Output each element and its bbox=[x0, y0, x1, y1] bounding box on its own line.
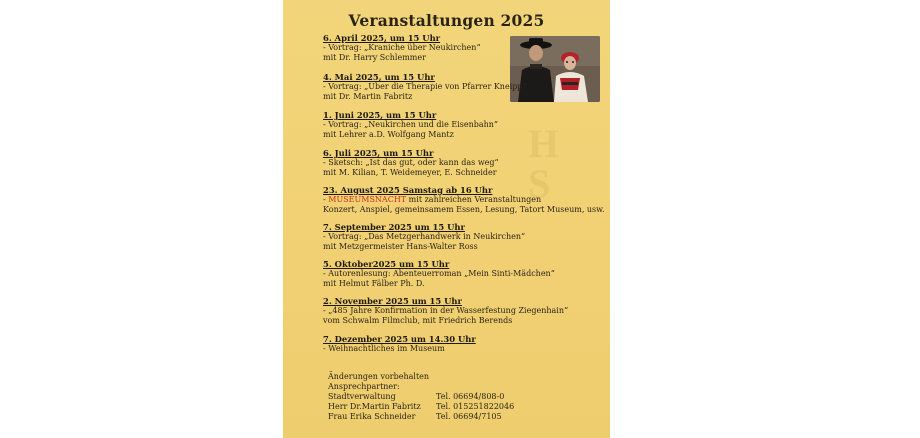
event-description: - Vortrag: „Das Metzgerhandwerk in Neukirchen“ bbox=[323, 232, 526, 241]
event-date: 23. August 2025 Samstag ab 16 Uhr bbox=[323, 185, 493, 195]
event-date: 1. Juni 2025, um 15 Uhr bbox=[323, 110, 437, 120]
event-september bbox=[323, 222, 593, 253]
event-april bbox=[323, 33, 593, 64]
event-november bbox=[323, 296, 593, 327]
event-description: - Sketsch: „Ist das gut, oder kann das weg“ bbox=[323, 158, 499, 167]
event-prefix: - bbox=[323, 195, 329, 204]
contact-phone: Tel. 015251822046 bbox=[436, 401, 515, 411]
event-december bbox=[323, 334, 593, 354]
event-description: - Vortrag: „Kraniche über Neukirchen“ bbox=[323, 43, 481, 52]
event-speaker: mit Lehrer a.D. Wolfgang Mantz bbox=[323, 130, 454, 140]
event-date: 2. November 2025 um 15 Uhr bbox=[323, 296, 462, 306]
background-watermark: H bbox=[528, 121, 560, 166]
contact-row bbox=[328, 412, 598, 422]
contact-footer bbox=[328, 372, 598, 421]
event-description bbox=[323, 195, 593, 205]
event-may bbox=[323, 72, 593, 103]
event-speaker: mit Dr. Harry Schlemmer bbox=[323, 53, 426, 63]
event-date: 6. Juli 2025, um 15 Uhr bbox=[323, 148, 434, 158]
event-speaker: vom Schwalm Filmclub, mit Friedrich Berends bbox=[323, 316, 513, 326]
event-october bbox=[323, 259, 593, 290]
event-july bbox=[323, 148, 593, 179]
flyer-title: Veranstaltungen 2025 bbox=[348, 11, 545, 30]
contact-heading: Ansprechpartner: bbox=[328, 381, 400, 391]
event-description: - „485 Jahre Konfirmation in der Wasserfestung Ziegenhain“ bbox=[323, 306, 569, 315]
event-june bbox=[323, 110, 593, 141]
event-date: 6. April 2025, um 15 Uhr bbox=[323, 33, 441, 43]
event-august bbox=[323, 185, 605, 216]
contact-name: Frau Erika Schneider bbox=[328, 411, 416, 421]
contact-name: Stadtverwaltung bbox=[328, 391, 396, 401]
changes-note: Änderungen vorbehalten bbox=[328, 372, 430, 381]
event-description: - Weihnachtliches im Museum bbox=[323, 344, 445, 353]
contact-name: Herr Dr.Martin Fabritz bbox=[328, 401, 421, 411]
event-date: 7. September 2025 um 15 Uhr bbox=[323, 222, 465, 232]
contact-row bbox=[328, 392, 598, 402]
contact-phone: Tel. 06694/7105 bbox=[436, 411, 502, 421]
event-program: Konzert, Anspiel, gemeinsamem Essen, Lesung, Tatort Museum, usw. bbox=[323, 205, 605, 215]
event-flyer bbox=[283, 0, 610, 438]
event-description: - Autorenlesung: Abenteuerroman „Mein Sinti-Mädchen“ bbox=[323, 269, 555, 278]
event-description: - Vortrag: „Über die Therapie von Pfarrer Kneipp“ bbox=[323, 82, 527, 91]
museumsnacht-highlight: MUSEUMSNACHT bbox=[328, 195, 407, 204]
event-date: 5. Oktober2025 um 15 Uhr bbox=[323, 259, 450, 269]
contact-row bbox=[328, 402, 598, 412]
background-watermark: S bbox=[528, 161, 551, 206]
event-description-suffix: mit zahlreichen Veranstaltungen bbox=[406, 195, 542, 204]
event-date: 7. Dezember 2025 um 14.30 Uhr bbox=[323, 334, 476, 344]
event-date: 4. Mai 2025, um 15 Uhr bbox=[323, 72, 435, 82]
event-speaker: mit Metzgermeister Hans-Walter Ross bbox=[323, 242, 478, 252]
event-speaker: mit Helmut Fälber Ph. D. bbox=[323, 279, 425, 289]
event-speaker: mit Dr. Martin Fabritz bbox=[323, 92, 413, 102]
event-speaker: mit M. Kilian, T. Weidemeyer, E. Schneider bbox=[323, 168, 497, 178]
event-description: - Vortrag: „Neukirchen und die Eisenbahn“ bbox=[323, 120, 499, 129]
contact-phone: Tel. 06694/808-0 bbox=[436, 391, 505, 401]
